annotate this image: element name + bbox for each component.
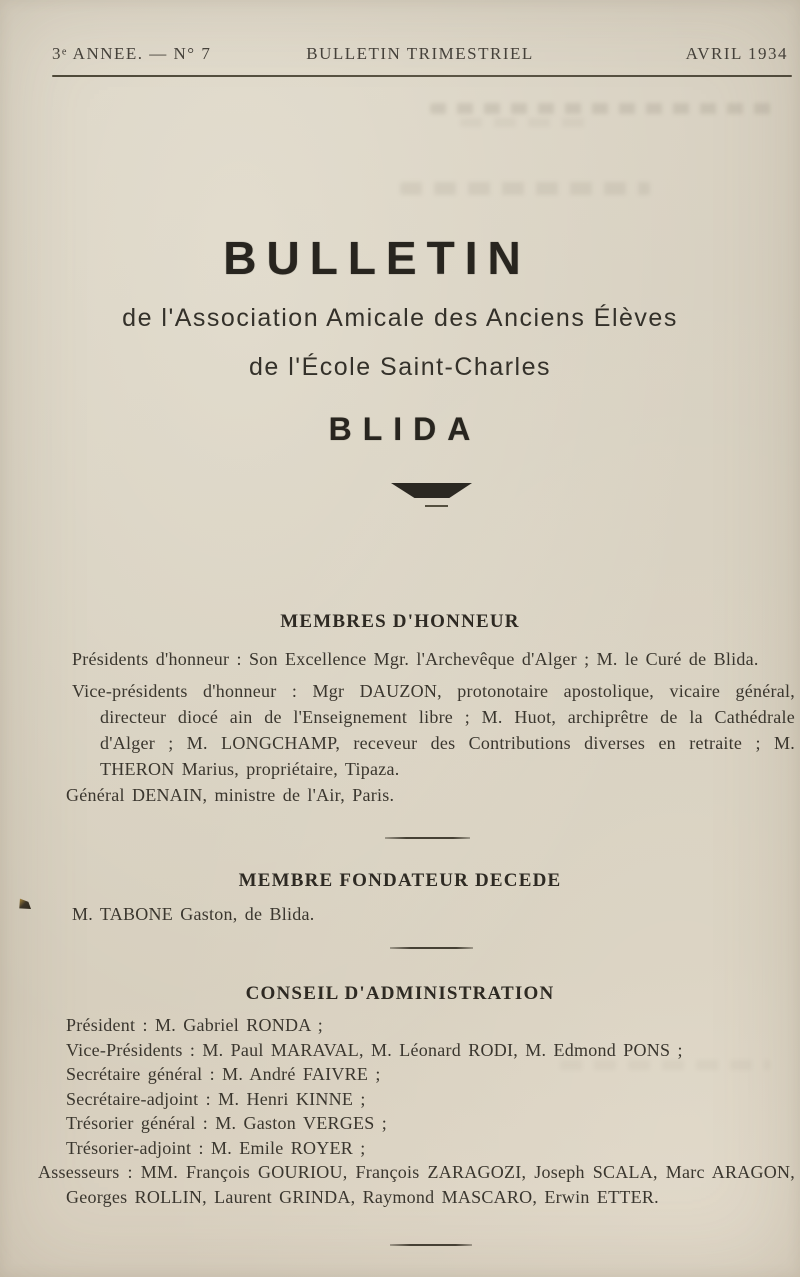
council-line-secretaire-adjoint: Secrétaire-adjoint : M. Henri KINNE ;	[66, 1088, 366, 1109]
section-heading-conseil: CONSEIL D'ADMINISTRATION	[245, 983, 555, 1004]
council-line-vice-presidents: Vice-Présidents : M. Paul MARAVAL, M. Léonard RODI, M. Edmond PONS ;	[66, 1039, 683, 1060]
bleedthrough-mark	[400, 182, 650, 195]
section-divider	[390, 1244, 472, 1246]
section-heading-membre-fondateur: MEMBRE FONDATEUR DECEDE	[238, 870, 562, 891]
paragraph-vice-presidents-honneur: Vice-présidents d'honneur : Mgr DAUZON, protonotaire apostolique, vicaire général, directeur diocé ain de l'Enseignement libre ; M. Huot, archiprêtre de la Cathédrale d'Alger ; M. LONGCHAMP, receveur des Contributions diverses en retraite ; M. THERON Marius, propriétaire, Tipaza.	[72, 681, 795, 779]
city-name: BLIDA	[328, 411, 482, 447]
journal-type: BULLETIN TRIMESTRIEL	[306, 44, 534, 63]
paragraph-general-denain: Général DENAIN, ministre de l'Air, Paris.	[66, 785, 395, 805]
section-heading-membres-honneur: MEMBRES D'HONNEUR	[280, 611, 520, 632]
council-line-assesseurs: Assesseurs : MM. François GOURIOU, François ZARAGOZI, Joseph SCALA, Marc ARAGON, Georges ROLLIN, Laurent GRINDA, Raymond MASCARO, Erwin ETTER.	[38, 1162, 795, 1207]
ink-blot-mark	[18, 896, 31, 909]
bleedthrough-mark	[460, 118, 590, 127]
paragraph-presidents-honneur: Présidents d'honneur : Son Excellence Mgr. l'Archevêque d'Alger ; M. le Curé de Blida.	[72, 649, 759, 669]
paragraph-tabone: M. TABONE Gaston, de Blida.	[72, 904, 315, 924]
running-head	[0, 44, 800, 68]
header-rule	[52, 75, 792, 77]
bulletin-title: BULLETIN	[223, 232, 531, 284]
conseil-administration-body	[38, 1013, 795, 1209]
membres-honneur-body	[66, 646, 795, 808]
council-line-secretaire-general: Secrétaire général : M. André FAIVRE ;	[66, 1064, 381, 1084]
association-name-line2: de l'École Saint-Charles	[248, 353, 552, 381]
council-line-president: Président : M. Gabriel RONDA ;	[66, 1015, 323, 1035]
council-line-tresorier-adjoint: Trésorier-adjoint : M. Emile ROYER ;	[66, 1137, 366, 1158]
association-name-line1: de l'Association Amicale des Anciens Élèves	[122, 304, 678, 332]
bleedthrough-mark	[430, 103, 780, 114]
trapezoid-ornament-icon	[391, 483, 472, 498]
section-divider	[390, 947, 473, 949]
section-divider	[385, 837, 470, 839]
issue-date: AVRIL 1934	[685, 44, 788, 63]
issue-number: 3ᵉ ANNEE. — N° 7	[52, 44, 212, 63]
council-line-tresorier-general: Trésorier général : M. Gaston VERGES ;	[66, 1113, 387, 1133]
membre-fondateur-body	[66, 901, 800, 927]
ornament-tail-line	[425, 505, 448, 507]
